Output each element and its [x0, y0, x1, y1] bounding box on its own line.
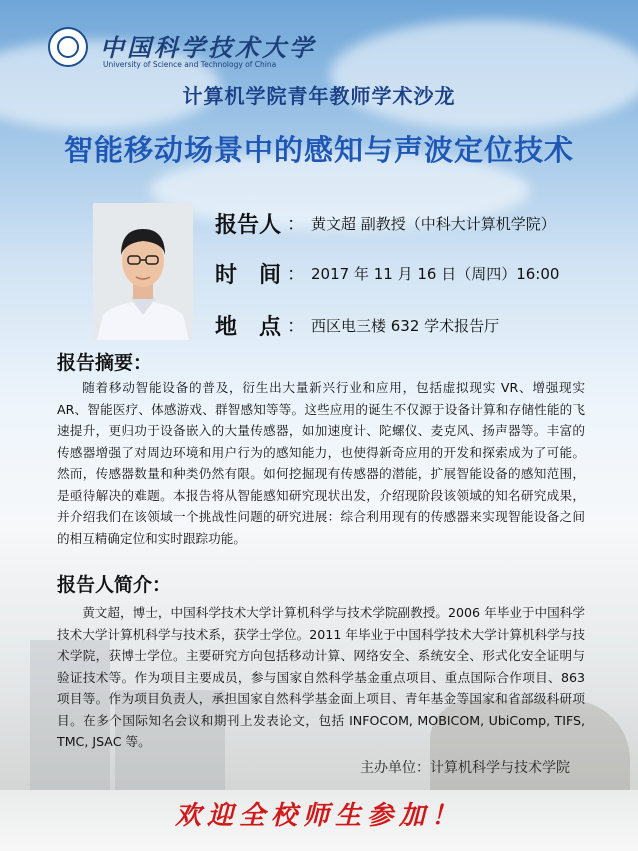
series-title: 计算机学院青年教师学术沙龙	[182, 84, 456, 108]
abstract-heading: 报告摘要：	[57, 352, 153, 374]
ustc-seal-icon	[48, 27, 88, 67]
place-colon: ：	[287, 316, 305, 337]
speaker-portrait-icon	[93, 203, 193, 340]
welcome-slogan: 欢迎全校师生参加！	[174, 801, 463, 831]
speaker-colon: ：	[287, 214, 305, 235]
time-label: 时 间	[215, 263, 282, 288]
main-title: 智能移动场景中的感知与声波定位技术	[63, 133, 574, 167]
abstract-text: 随着移动智能设备的普及，衍生出大量新兴行业和应用，包括虚拟现实 VR、增强现实 AR、智能医疗、体感游戏、群智感知等等。这些应用的诞生不仅源于设备计算和存储性能的飞速提升，更归功于设备嵌入的大量传感器，如加速度计、陀螺仪、麦克风、扬声器等。丰富的传感器增强了对周边环境和用户行为的感知能力，也使得新奇应用的开发和探索成为了可能。然而，传感器数量和种类仍然有限。如何挖掘现有传感器的潜能，扩展智能设备的感知范围，是亟待解决的难题。本报告将从智能感知研究现状出发，介绍现阶段该领域的知名研究成果，并介绍我们在该领域一个挑战性问题的研究进展：综合利用现有的传感器来实现智能设备之间的相互精确定位和实时跟踪功能。	[57, 380, 585, 546]
bio-text: 黄文超，博士，中国科学技术大学计算机科学与技术学院副教授。2006 年毕业于中国科学技术大学计算机科学与技术系，获学士学位。2011 年毕业于中国科学技术大学计算机科学与技术学院，获博士学位。主要研究方向包括移动计算、网络安全、系统安全、形式化安全证明与验证技术等。作为项目主要成员，参与国家自然科学基金重点项目、重点国际合作项目、863 项目等。作为项目负责人，承担国家自然科学基金面上项目、青年基金等国家和省部级科研项目。在多个国际知名会议和期刊上发表论文，包括 INFOCOM, MOBICOM, UbiComp, TIFS, TMC, JSAC 等。	[57, 605, 585, 749]
time-value: 2017 年 11 月 16 日（周四）16:00	[311, 265, 560, 283]
university-name-cn: 中国科学技术大学	[100, 33, 316, 62]
host-organization: 主办单位：计算机科学与技术学院	[360, 760, 570, 776]
time-colon: ：	[287, 264, 305, 285]
place-value: 西区电三楼 632 学术报告厅	[311, 317, 500, 335]
university-name-en: University of Science and Technology of China	[103, 60, 277, 69]
cloud-decoration	[330, 20, 638, 130]
place-label: 地 点	[215, 315, 282, 340]
speaker-portrait	[93, 203, 193, 340]
bio-heading: 报告人简介：	[57, 574, 172, 596]
speaker-label: 报告人	[215, 213, 282, 238]
speaker-value: 黄文超 副教授（中科大计算机学院）	[311, 215, 556, 233]
